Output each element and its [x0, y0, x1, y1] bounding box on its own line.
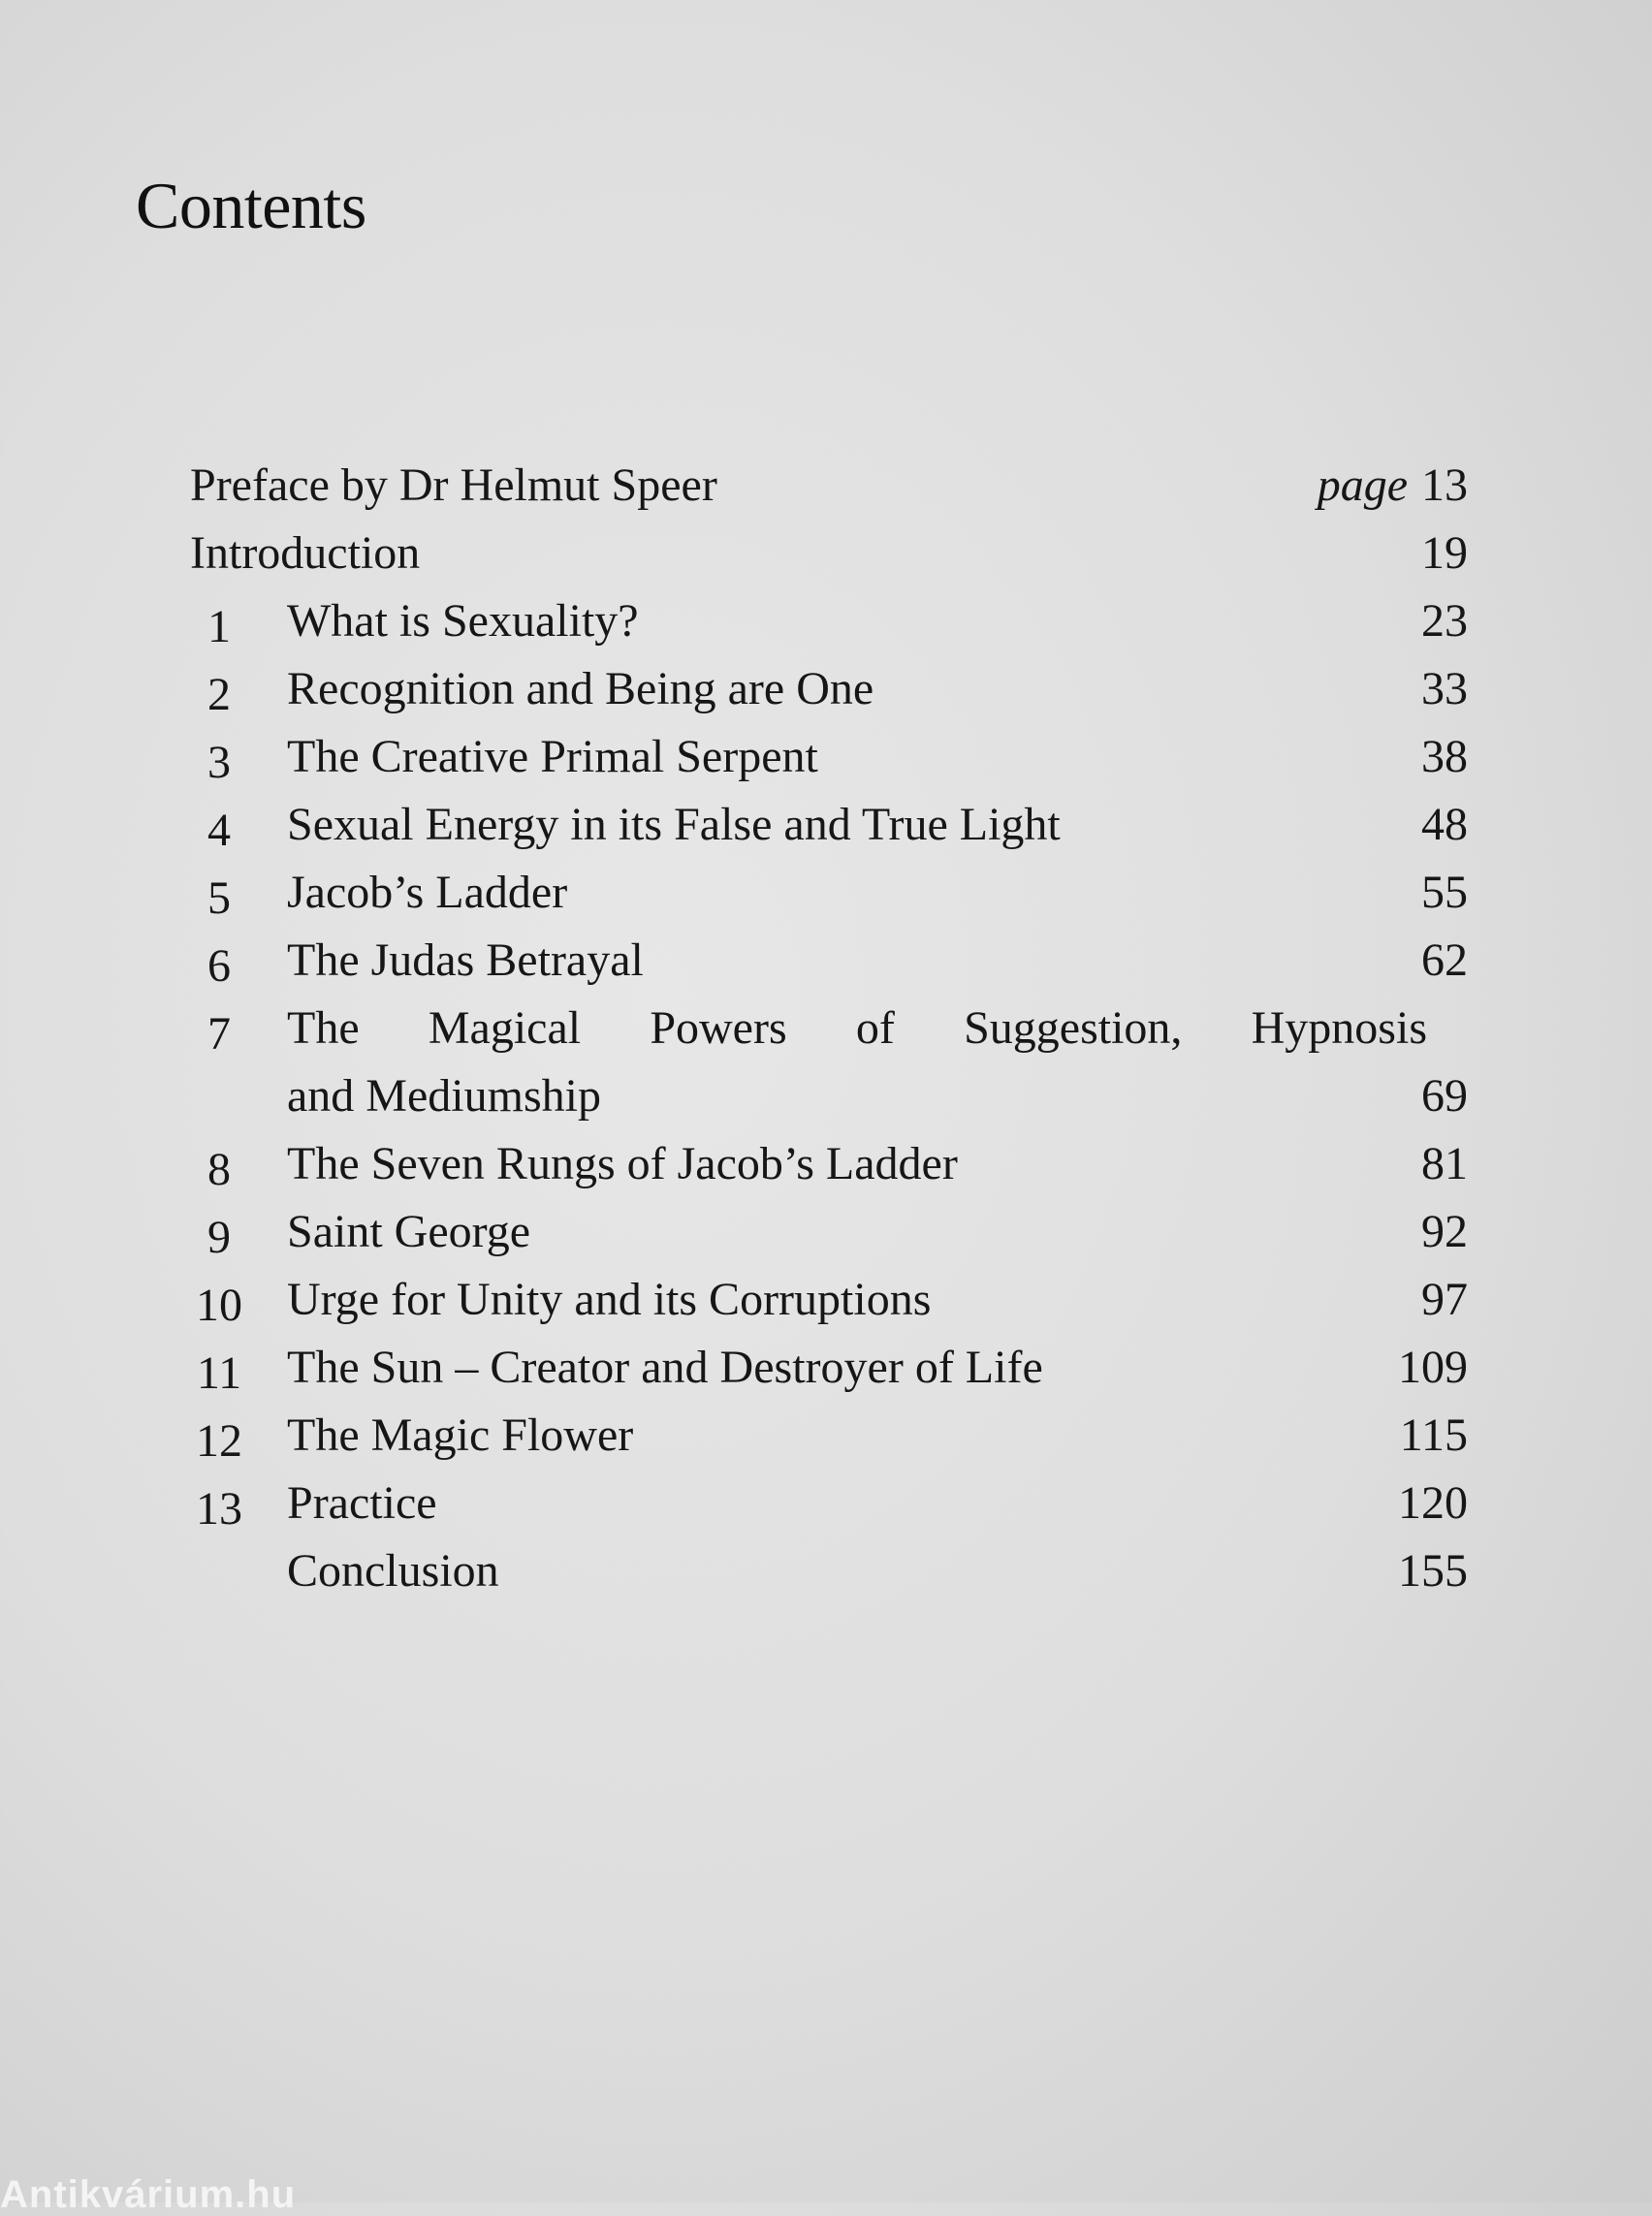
chapter-number: 4 [207, 805, 231, 856]
toc-entry-preface [190, 452, 1468, 520]
chapter-number: 2 [207, 669, 231, 720]
page-word: page [1317, 459, 1408, 511]
chapter-title: What is Sexuality? [287, 595, 639, 647]
toc-entry-chapter-2 [190, 655, 1468, 723]
chapter-title [287, 995, 1427, 1130]
toc-entry-title: Introduction [190, 527, 421, 579]
chapter-title: The Magic Flower [287, 1409, 634, 1461]
toc-page-number: 55 [1421, 867, 1468, 918]
toc-entry-chapter-4 [190, 791, 1468, 859]
toc-entry-chapter-9 [190, 1198, 1468, 1266]
toc-page-number: 69 [1421, 1070, 1468, 1122]
chapter-title-line-2: and Mediumship [287, 1070, 601, 1122]
toc-entry-title: Conclusion [287, 1545, 499, 1597]
chapter-number: 7 [207, 1008, 231, 1060]
toc-entry-chapter-5 [190, 859, 1468, 927]
chapter-number: 5 [207, 872, 231, 924]
chapter-title-line-1: The Magical Powers of Suggestion, Hypnosis [287, 1002, 1427, 1054]
toc-page-number: 81 [1421, 1138, 1468, 1189]
toc-entry-chapter-6 [190, 927, 1468, 995]
chapter-title: The Sun – Creator and Destroyer of Life [287, 1342, 1043, 1393]
chapter-title: Recognition and Being are One [287, 663, 874, 714]
toc-entry-chapter-8 [190, 1130, 1468, 1198]
toc-page-number: 19 [1421, 527, 1468, 579]
toc-page-number: 109 [1398, 1342, 1468, 1393]
toc-page-number: 92 [1421, 1206, 1468, 1257]
chapter-title: Practice [287, 1477, 437, 1529]
chapter-number: 8 [207, 1144, 231, 1195]
chapter-number: 6 [207, 940, 231, 992]
toc-entry-introduction [190, 520, 1468, 587]
chapter-number: 12 [196, 1415, 242, 1467]
watermark-text: Antikvárium.hu [0, 2173, 297, 2216]
toc-page-number: 62 [1421, 934, 1468, 986]
toc-entry-chapter-10 [190, 1266, 1468, 1334]
chapter-number: 13 [196, 1483, 242, 1535]
toc-page-number: 23 [1421, 595, 1468, 647]
chapter-number: 1 [207, 601, 231, 652]
toc-page-number: 48 [1421, 799, 1468, 850]
toc-entry-title: Preface by Dr Helmut Speer [190, 459, 717, 511]
toc-entry-chapter-12 [190, 1402, 1468, 1470]
toc-page-number: 13 [1421, 459, 1468, 511]
toc-page-number: 38 [1421, 731, 1468, 782]
chapter-number: 9 [207, 1212, 231, 1263]
toc-entry-chapter-13 [190, 1470, 1468, 1537]
chapter-number: 3 [207, 737, 231, 788]
toc-entry-chapter-3 [190, 723, 1468, 791]
contents-heading: Contents [136, 169, 366, 242]
toc-entry-chapter-1 [190, 587, 1468, 655]
toc-entry-conclusion [190, 1537, 1468, 1605]
toc-entry-chapter-11 [190, 1334, 1468, 1402]
chapter-number: 10 [196, 1280, 242, 1331]
chapter-number: 11 [196, 1347, 242, 1399]
toc-entry-chapter-7 [190, 995, 1468, 1130]
toc-page-number: 97 [1421, 1274, 1468, 1325]
toc-page-number: 120 [1398, 1477, 1468, 1529]
chapter-title: Jacob’s Ladder [287, 867, 568, 918]
chapter-title: The Seven Rungs of Jacob’s Ladder [287, 1138, 958, 1189]
chapter-title: The Judas Betrayal [287, 934, 644, 986]
toc-entry-page [1318, 452, 1468, 520]
chapter-title: Urge for Unity and its Corruptions [287, 1274, 932, 1325]
toc-page-number: 115 [1399, 1409, 1468, 1461]
chapter-title: Sexual Energy in its False and True Light [287, 799, 1061, 850]
toc-page-number: 155 [1398, 1545, 1468, 1597]
chapter-title: The Creative Primal Serpent [287, 731, 818, 782]
chapter-title: Saint George [287, 1206, 531, 1257]
toc-page-number: 33 [1421, 663, 1468, 714]
table-of-contents [190, 452, 1468, 1605]
